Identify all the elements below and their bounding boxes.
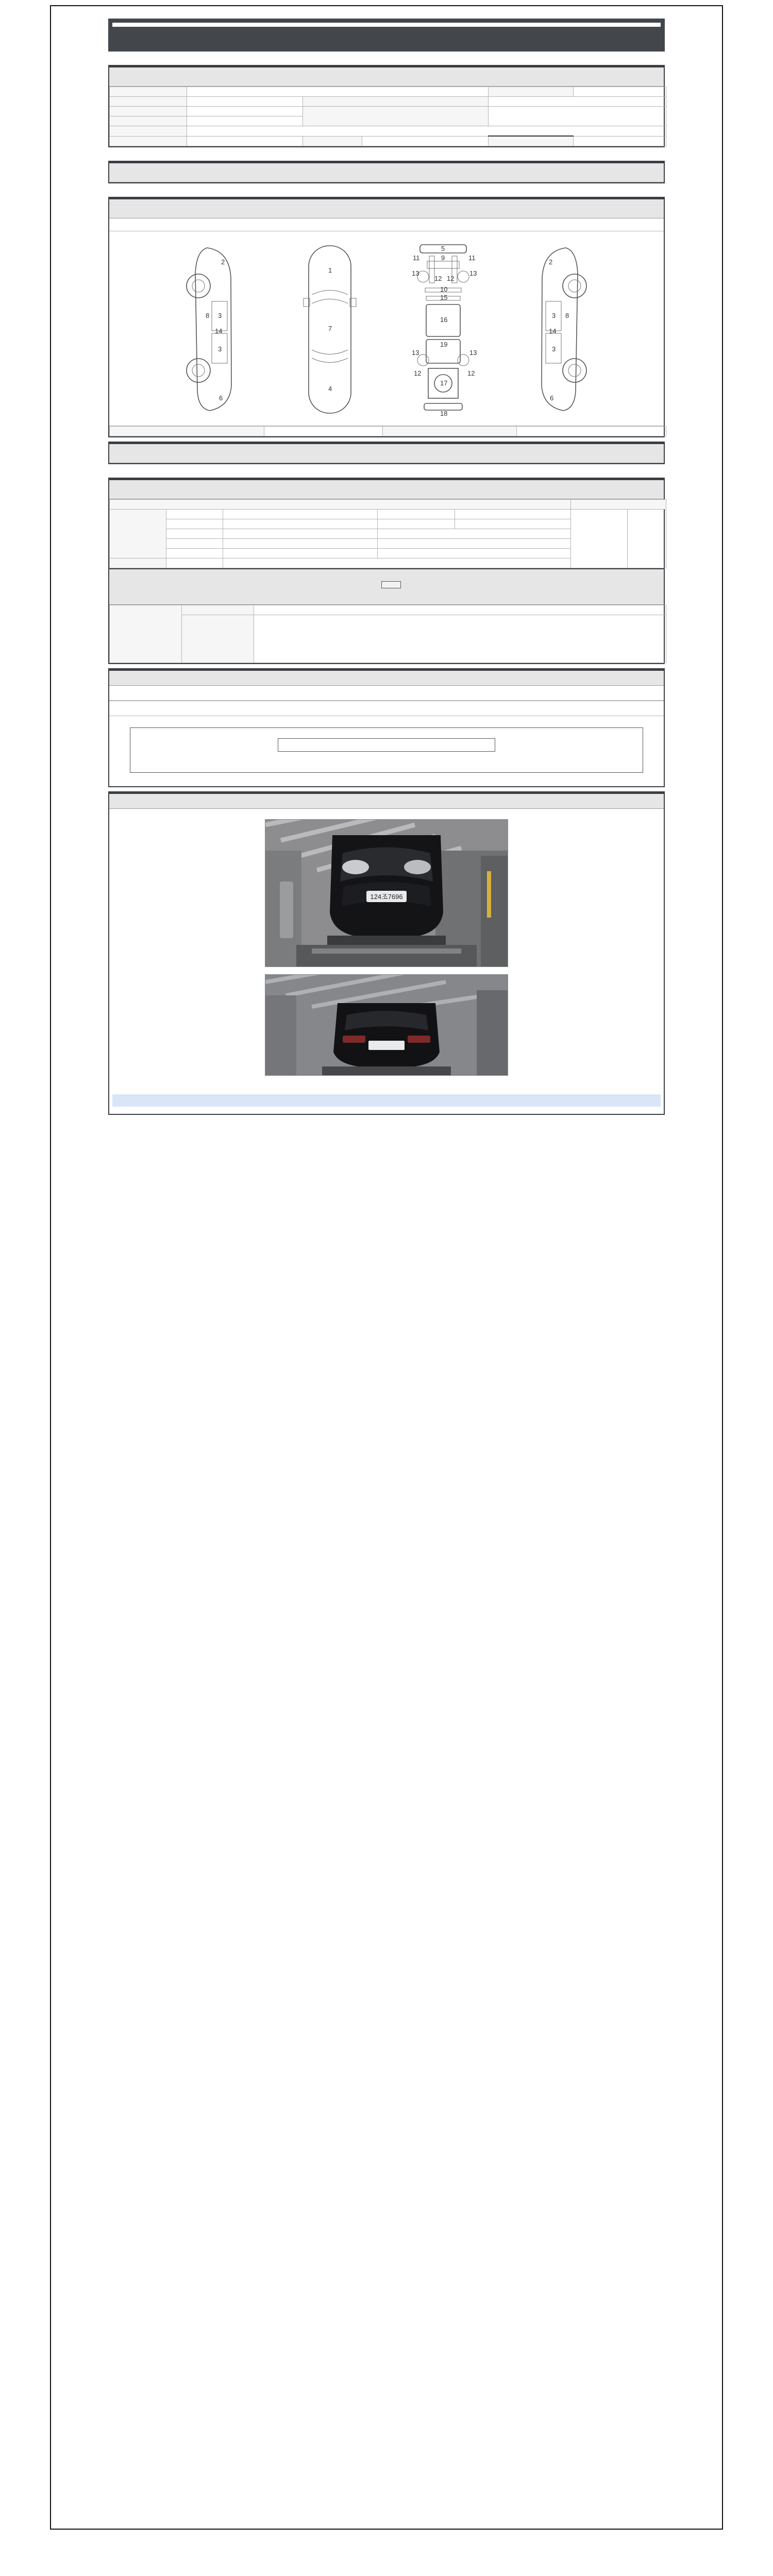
title-band-strip — [112, 23, 661, 27]
etc-wheel-label — [166, 529, 223, 539]
svg-text:10: 10 — [440, 285, 448, 293]
inspection-photo-rear — [265, 974, 508, 1076]
svg-text:13: 13 — [412, 269, 419, 277]
title-band — [108, 19, 665, 52]
section-photos — [108, 791, 665, 1115]
svg-text:12: 12 — [414, 369, 422, 377]
svg-text:19: 19 — [440, 341, 448, 348]
svg-text:11: 11 — [468, 254, 476, 262]
svg-text:5: 5 — [441, 245, 445, 252]
state-code-legend — [109, 218, 664, 231]
infobox-title — [278, 738, 495, 752]
value-transmission — [489, 107, 666, 126]
svg-text:13: 13 — [412, 349, 419, 357]
etc-tire-label — [166, 539, 223, 549]
page-top-line — [49, 0, 724, 5]
label-car-name — [110, 87, 187, 97]
etc-repair-group — [110, 510, 166, 558]
final-price-band — [109, 568, 664, 605]
svg-text:8: 8 — [565, 312, 569, 319]
label-fuel — [110, 126, 187, 137]
final-price-value — [381, 581, 401, 588]
etc-int-options — [455, 510, 571, 519]
etc-basic-group — [110, 558, 166, 568]
svg-text:8: 8 — [206, 312, 210, 319]
value-fuel — [187, 126, 666, 137]
svg-text:6: 6 — [550, 394, 554, 402]
etc-room-options — [455, 519, 571, 529]
etc-room-label — [378, 519, 455, 529]
opinion-inspector-text — [254, 605, 666, 615]
notice-subheader-a — [109, 686, 664, 701]
svg-text:12: 12 — [434, 275, 442, 282]
etc-polish-options — [223, 519, 378, 529]
section-overall-state — [108, 161, 665, 183]
opinion-group-label — [110, 605, 182, 663]
etc-price-header — [571, 500, 666, 510]
opinion-table — [109, 605, 666, 663]
simple-repair-options — [517, 427, 666, 436]
car-diagrams — [109, 231, 664, 426]
value-inspection — [489, 97, 666, 107]
accident-history-options — [264, 427, 383, 436]
etc-polish-label — [166, 519, 223, 529]
label-vin — [110, 116, 187, 126]
svg-text:15: 15 — [440, 294, 448, 301]
etc-wheel-options — [223, 529, 378, 539]
label-first-reg — [110, 107, 187, 116]
svg-text:14: 14 — [549, 327, 557, 335]
car-side-right-diagram — [518, 241, 595, 418]
svg-text:13: 13 — [469, 269, 477, 277]
etc-glass-label — [166, 549, 223, 558]
basic-info-table — [109, 87, 666, 146]
car-side-left-diagram — [178, 241, 255, 418]
etc-wheel-extra — [378, 529, 571, 539]
etc-price-extra — [628, 510, 666, 568]
svg-text:11: 11 — [413, 254, 420, 262]
etc-info-table — [109, 499, 666, 568]
opinion-appraiser-label — [182, 615, 254, 663]
svg-text:2: 2 — [549, 258, 553, 266]
section-accident-history — [108, 197, 665, 437]
svg-text:17: 17 — [440, 379, 448, 387]
etc-tire-options — [223, 539, 378, 549]
value-car-name — [187, 87, 489, 97]
document-frame — [50, 5, 723, 2530]
accident-history-table — [109, 426, 666, 436]
svg-text:9: 9 — [441, 254, 445, 262]
etc-ext-label — [166, 510, 223, 519]
value-base-price — [574, 136, 666, 146]
svg-text:3: 3 — [218, 345, 222, 353]
svg-text:3: 3 — [218, 312, 222, 319]
section-etc-info — [108, 478, 665, 664]
simple-repair-label — [383, 427, 517, 436]
etc-tire-extra — [378, 539, 571, 549]
label-inspection — [303, 97, 489, 107]
value-vin — [187, 116, 303, 126]
svg-text:12: 12 — [447, 275, 455, 282]
section-notice — [108, 668, 665, 787]
svg-text:6: 6 — [219, 394, 223, 402]
svg-text:7: 7 — [328, 325, 332, 332]
svg-text:12: 12 — [467, 369, 475, 377]
section-basic-info — [108, 65, 665, 147]
insurance-fee — [112, 1094, 661, 1107]
infobox-text — [130, 759, 643, 763]
etc-glass-options — [223, 549, 378, 558]
svg-text:1: 1 — [328, 266, 332, 274]
etc-int-label — [378, 510, 455, 519]
notice-subheader-b — [109, 701, 664, 716]
opinion-appraiser-text — [254, 615, 666, 663]
etc-hold-label — [166, 558, 223, 568]
value-reg-no — [574, 87, 666, 97]
section-detail-state — [108, 442, 665, 464]
svg-text:18: 18 — [440, 410, 448, 417]
value-engine — [187, 136, 303, 146]
car-top-diagram — [291, 241, 368, 418]
etc-item-header — [110, 500, 571, 510]
inspection-photo-front — [265, 819, 508, 967]
label-engine — [110, 136, 187, 146]
label-base-price — [489, 136, 574, 146]
etc-hold-options — [223, 558, 571, 568]
label-year — [110, 97, 187, 107]
label-reg-no — [489, 87, 574, 97]
svg-text:4: 4 — [328, 385, 332, 393]
svg-text:3: 3 — [552, 312, 556, 319]
svg-text:124조7696: 124조7696 — [370, 893, 403, 901]
label-transmission — [303, 107, 489, 126]
etc-price-cell — [571, 510, 628, 568]
etc-ext-options — [223, 510, 378, 519]
value-year — [187, 97, 303, 107]
svg-text:14: 14 — [215, 327, 223, 335]
svg-text:2: 2 — [221, 258, 225, 266]
svg-text:3: 3 — [552, 345, 556, 353]
opinion-inspector-label — [182, 605, 254, 615]
svg-text:16: 16 — [440, 316, 448, 324]
car-underbody-diagram — [405, 241, 482, 418]
svg-text:13: 13 — [469, 349, 477, 357]
accident-history-label — [110, 427, 264, 436]
value-warranty — [362, 136, 489, 146]
label-warranty — [303, 136, 362, 146]
price-survey-infobox — [130, 727, 643, 773]
value-first-reg — [187, 107, 303, 116]
